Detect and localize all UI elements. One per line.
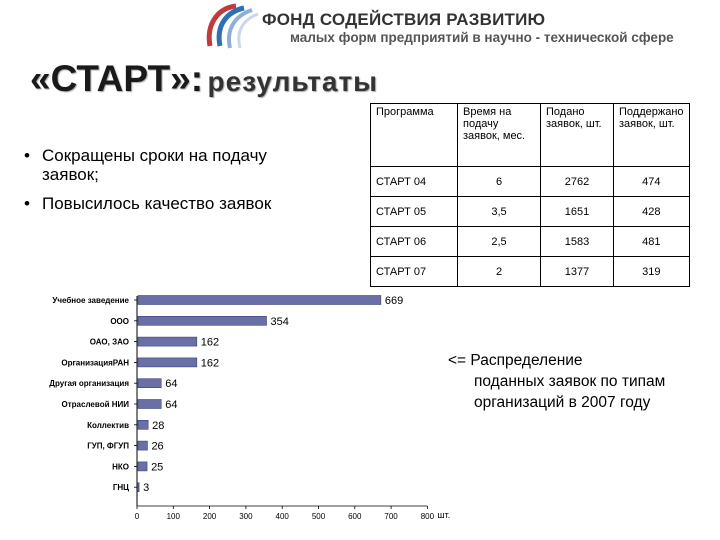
bar	[138, 316, 267, 325]
table-row	[371, 257, 690, 287]
bullet-list	[22, 146, 322, 223]
table-header-row	[371, 104, 690, 167]
bar-value-label: 26	[151, 440, 164, 453]
results-table	[370, 103, 690, 287]
caption-line-2: поданных заявок по типам организаций в 2007 году	[474, 373, 666, 411]
table-row	[371, 197, 690, 227]
table-cell: СТАРТ 04	[371, 167, 458, 197]
x-tick-label: 700	[384, 512, 398, 521]
bar	[138, 420, 148, 429]
foundation-subtitle: малых форм предприятий в научно - технической сфере	[290, 30, 674, 45]
foundation-name: ФОНД СОДЕЙСТВИЯ РАЗВИТИЮ	[262, 10, 546, 29]
table-cell: 3,5	[458, 197, 541, 227]
title-sub: результаты	[207, 66, 379, 97]
table-cell: 2,5	[458, 227, 541, 257]
table-cell: 1651	[541, 197, 614, 227]
category-label: ООО	[110, 316, 129, 326]
bar-value-label: 3	[143, 482, 150, 495]
bar	[138, 358, 197, 367]
table-cell: 428	[614, 197, 690, 227]
table-header-cell: Подано заявок, шт.	[541, 104, 614, 167]
x-axis-label: шт.	[437, 510, 451, 520]
table-cell: 6	[458, 167, 541, 197]
bar-value-label: 162	[200, 357, 220, 370]
bar-value-label: 28	[152, 419, 165, 432]
bullet-item: • Сокращены сроки на подачу заявок;	[24, 146, 267, 184]
table-cell: 2	[458, 257, 541, 287]
bullet-dot-icon: •	[24, 146, 30, 165]
org-distribution-chart	[0, 288, 480, 528]
table-cell: 2762	[541, 167, 614, 197]
table-cell: 1583	[541, 227, 614, 257]
table-cell: СТАРТ 07	[371, 257, 458, 287]
table-cell: 1377	[541, 257, 614, 287]
bar	[138, 483, 139, 492]
category-label: НКО	[112, 462, 129, 472]
category-label: Отраслевой НИИ	[61, 400, 129, 409]
chart-caption	[448, 350, 678, 413]
table-row	[371, 167, 690, 197]
slide-title	[30, 58, 378, 100]
table-cell: 474	[614, 167, 690, 197]
x-tick-label: 400	[275, 512, 289, 521]
category-label: Учебное заведение	[52, 296, 129, 305]
table-cell: 319	[614, 257, 690, 287]
table-cell: 481	[614, 227, 690, 257]
bar-value-label: 354	[270, 315, 289, 328]
table-row	[371, 227, 690, 257]
bar	[138, 400, 161, 409]
x-tick-label: 100	[166, 512, 180, 521]
bar-value-label: 25	[151, 461, 164, 474]
x-tick-label: 200	[202, 512, 217, 521]
bullet-item: • Повысилось качество заявок	[24, 194, 272, 213]
table-header-cell: Программа	[371, 104, 458, 167]
table-header-cell: Время на подачу заявок, мес.	[458, 104, 541, 167]
table-cell: СТАРТ 05	[371, 197, 458, 227]
bar	[138, 379, 161, 388]
category-label: Коллектив	[87, 420, 129, 430]
bar	[138, 441, 147, 450]
table-header-cell: Поддержано заявок, шт.	[614, 104, 690, 167]
category-label: Другая организация	[49, 379, 129, 389]
x-tick-label: 0	[134, 512, 140, 521]
category-label: ОАО, ЗАО	[89, 337, 129, 347]
category-label: ГУП, ФГУП	[87, 441, 129, 451]
bar	[138, 462, 147, 471]
category-label: ГНЦ	[112, 483, 129, 493]
title-main: «СТАРТ»:	[30, 58, 204, 99]
caption-line-1: <= Распределение	[448, 352, 583, 369]
bar	[138, 296, 381, 305]
bullet-dot-icon: •	[24, 194, 30, 213]
x-tick-label: 600	[348, 512, 362, 521]
x-tick-label: 500	[311, 512, 326, 521]
bar-value-label: 64	[165, 378, 178, 391]
bar-value-label: 162	[200, 336, 220, 349]
table-cell: СТАРТ 06	[371, 227, 458, 257]
bar	[138, 337, 197, 346]
category-label: ОрганизацияРАН	[61, 358, 129, 368]
bar-value-label: 669	[384, 295, 404, 307]
x-tick-label: 800	[420, 512, 435, 521]
bar-value-label: 64	[165, 399, 178, 411]
x-tick-label: 300	[239, 512, 253, 521]
